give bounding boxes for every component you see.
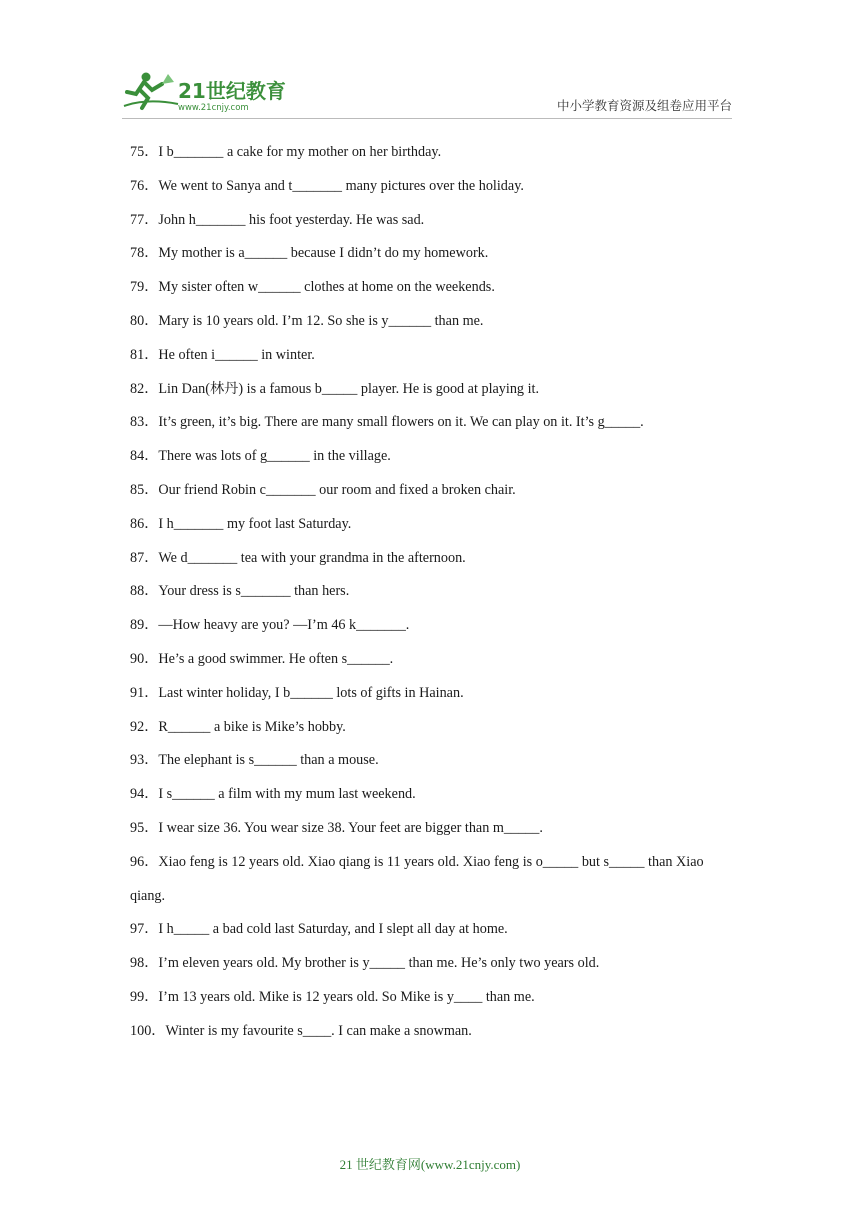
question-78: 78．My mother is a______ because I didn’t do my homework. [130, 245, 489, 262]
question-96: 96．Xiao feng is 12 years old. Xiao qiang is 11 years old. Xiao feng is o_____ but s_____ than Xiao qiang. [130, 853, 704, 904]
question-98: 98．I’m eleven years old. My brother is y_____ than me. He’s only two years old. [130, 955, 600, 972]
question-94: 94．I s______ a film with my mum last weekend. [130, 786, 416, 803]
question-92: 92．R______ a bike is Mike’s hobby. [130, 718, 346, 735]
question-81: 81．He often i______ in winter. [130, 346, 315, 363]
logo-wordmark: 21世纪教育 [178, 79, 286, 103]
question-93: 93．The elephant is s______ than a mouse. [130, 752, 379, 769]
page-footer: 21 世纪教育网(www.21cnjy.com) [339, 1157, 521, 1172]
question-97: 97．I h_____ a bad cold last Saturday, and I slept all day at home. [130, 921, 508, 938]
question-84: 84．There was lots of g______ in the village. [130, 448, 391, 465]
question-91: 91．Last winter holiday, I b______ lots of gifts in Hainan. [130, 684, 464, 701]
question-76: 76．We went to Sanya and t_______ many pictures over the holiday. [130, 177, 524, 194]
question-90: 90．He’s a good swimmer. He often s______. [130, 650, 394, 667]
question-86: 86．I h_______ my foot last Saturday. [130, 515, 352, 532]
question-85: 85．Our friend Robin c_______ our room and fixed a broken chair. [130, 481, 516, 498]
question-88: 88．Your dress is s_______ than hers. [130, 583, 350, 600]
platform-name: 中小学教育资源及组卷应用平台 [556, 98, 732, 113]
question-80: 80．Mary is 10 years old. I’m 12. So she is y______ than me. [130, 312, 484, 329]
question-list [130, 136, 730, 1049]
question-75: 75．I b_______ a cake for my mother on her birthday. [130, 144, 442, 160]
question-95: 95．I wear size 36. You wear size 38. Your feet are bigger than m_____. [130, 819, 543, 836]
page-header [0, 0, 860, 125]
logo-icon [122, 68, 292, 114]
question-83: 83．It’s green, it’s big. There are many small flowers on it. We can play on it. It’s g_____. [130, 414, 644, 431]
question-100: 100．Winter is my favourite s____. I can make a snowman. [130, 1022, 472, 1039]
question-79: 79．My sister often w______ clothes at home on the weekends. [130, 279, 495, 296]
question-89: 89．—How heavy are you? —I’m 46 k_______. [130, 617, 410, 634]
question-87: 87．We d_______ tea with your grandma in the afternoon. [130, 549, 466, 566]
question-77: 77．John h_______ his foot yesterday. He was sad. [130, 211, 425, 228]
header-divider [122, 118, 732, 119]
question-82: 82．Lin Dan(林丹) is a famous b_____ player. He is good at playing it. [130, 380, 540, 397]
logo-url: www.21cnjy.com [178, 103, 249, 113]
question-99: 99．I’m 13 years old. Mike is 12 years old. So Mike is y____ than me. [130, 988, 535, 1005]
